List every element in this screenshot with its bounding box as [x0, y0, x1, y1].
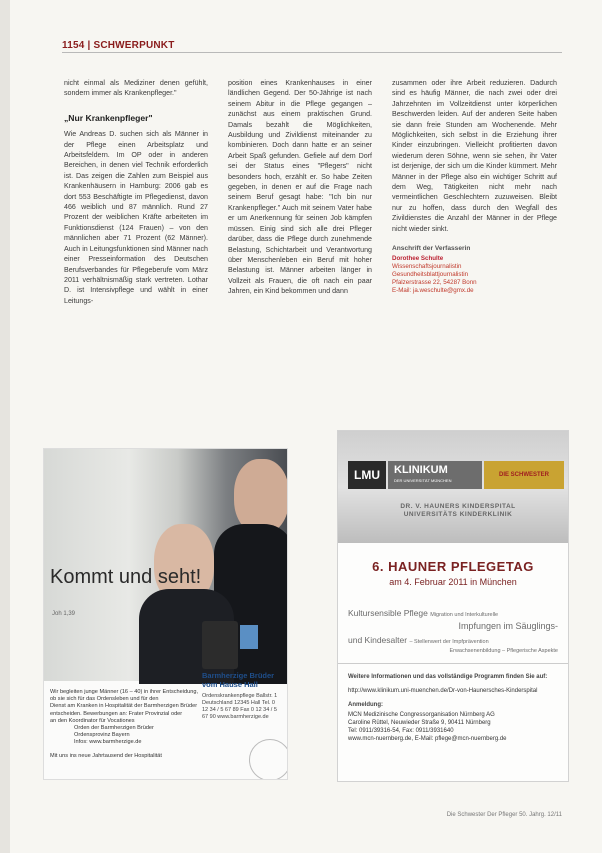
ad-text-line: Orden der Barmherzigen Brüder [74, 725, 154, 732]
registration-line: MCN Medizinische Congressorganisation Nürnberg AG [348, 712, 495, 718]
header-rule [62, 52, 562, 53]
inscription-line: UNIVERSITÄTS KINDERKLINIK [403, 511, 513, 518]
ad-footer-line: Mit uns ins neue Jahrtausend der Hospitalität [50, 752, 162, 759]
ad-text-line[interactable]: Infos: www.barmherzige.de [74, 739, 142, 746]
registration-line[interactable]: www.mcn-nuernberg.de, E-Mail: pflege@mcn-nuernberg.de [348, 736, 507, 742]
registration-line: Caroline Rüttel, Neuwieder Straße 9, 90411 Nürnberg [348, 720, 491, 726]
registration-line: Tel: 0911/39316-54, Fax: 0911/3931640 [348, 728, 454, 734]
event-info [348, 673, 560, 743]
event-topic [348, 635, 489, 645]
man-head [234, 459, 288, 534]
topic-text: Kultursensible Pflege [348, 608, 428, 618]
stamp-icon [249, 739, 288, 780]
article-column-3 [392, 78, 557, 295]
ad-text-line: Ordensprovinz Bayern [74, 732, 130, 739]
section-header: 1154 | SCHWERPUNKT [62, 40, 175, 51]
advertisement-hauner-pflegetag [337, 430, 569, 782]
ad-photo [44, 449, 287, 681]
author-note-line[interactable]: E-Mail: ja.weschulte@gmx.de [392, 286, 474, 294]
inscription-line: DR. V. HAUNERS KINDERSPITAL [400, 503, 516, 510]
column-2-body: position eines Krankenhauses in einer ländlichen Gegend. Der 50-Jährige ist nach seinem Abitur in die Pflege gegangen – zunächst aus einem praktischen Grund. Damals bezahlt die Möglichkeiten, Ausbildung und Zivildienst miteinander zu kombinieren. Doch dann hatte er an seiner Arbeit Spaß gefunden. Gefiele auf dem Dorf sei der Status eines "Pflegers" nicht besonders hoch, erzählt er. So habe Zeiten gegeben, in denen er auf die Frage nach seinem Beruf gesagt habe: "Ich bin nur Krankenpfleger." Auch mit seinem Vater habe er um Anerkennung für seinen Job kämpfen müssen. Einig sind sich alle drei Pfleger darüber, dass die Pflege durch zunehmende Belastung, Schichtarbeit und Verantwortung über Menschenleben ein Beruf mit hoher Belastung ist. Männer arbeiten länger in Vollzeit als Frauen, die oft nach ein paar Jahren, ein Kind bekommen und dann [228, 79, 372, 296]
author-note-line: Gesundheitsblattjournalistin [392, 270, 469, 278]
event-date: am 4. Februar 2011 in München [389, 577, 517, 587]
column-1-intro: nicht einmal als Mediziner denen gefühlt, sondern immer als Krankenpfleger." [64, 79, 208, 98]
event-topic: Impfungen im Säuglings- [458, 621, 558, 631]
event-topic [348, 608, 498, 618]
ad-text-line: Wir begleiten junge Männer (16 – 40) in ihrer Entscheidung, [50, 689, 199, 695]
org-name: Barmherzige Brüder vom Hause Hall [202, 671, 275, 689]
monk-portrait-icon [202, 621, 238, 669]
author-note-line: Pfalzerstrasse 22, 54287 Bonn [392, 278, 477, 286]
die-schwester-logo: DIE SCHWESTER [484, 461, 564, 489]
ad-text-line: ob sie sich für das Ordensleben und für den [50, 696, 159, 703]
event-title: 6. HAUNER PFLEGETAG [372, 559, 534, 574]
lmu-logo: LMU [348, 461, 386, 489]
ad-text-line: an den Koordinator für Vocationes [50, 717, 135, 724]
registration-label: Anmeldung: [348, 702, 383, 708]
page-edge [0, 0, 10, 853]
ad-body-text [50, 689, 200, 760]
page-footer: Die Schwester Der Pfleger 50. Jahrg. 12/11 [446, 812, 562, 818]
ad-text-line: entscheiden. Bewerbungen an: Frater Provinzial oder [50, 710, 183, 717]
author-note-line: Dorothee Schulte [392, 254, 444, 262]
topic-subtext: – Stellenwert der Impfprävention [409, 639, 489, 645]
klinikum-logo-text: KLINIKUM [394, 464, 448, 476]
info-heading: Weitere Informationen und das vollständige Programm finden Sie auf: [348, 674, 548, 680]
org-address: Ordenskrankenpflege Ballstr. 1 Deutschland 12345 Hall Tel. 0 12 34 / 5 67 89 Fax 0 12 34 / 5 67 90 www.barmherzige.de [202, 693, 278, 720]
ad-text-line: Dienst am Kranken in Hospitalität der Barmherzigen Brüder [50, 703, 198, 710]
article-column-2 [228, 78, 372, 297]
building-photo [338, 431, 568, 543]
author-note-line: Wissenschaftsjournalistin [392, 262, 462, 270]
info-url[interactable]: http://www.klinikum.uni-muenchen.de/Dr-von-Haunersches-Kinderspital [348, 688, 538, 694]
divider [338, 663, 568, 664]
advertisement-barmherzige-brueder [43, 448, 288, 780]
article-column-1 [64, 78, 208, 306]
building-inscription [378, 503, 538, 519]
event-topic: Erwachsenenbildung – Pflegerische Aspekte [449, 648, 558, 654]
klinikum-logo-sub: DER UNIVERSITÄT MÜNCHEN [394, 478, 452, 483]
author-note-title: Anschrift der Verfasserin [392, 245, 471, 253]
order-logo-icon [240, 625, 258, 649]
topic-text: und Kindesalter [348, 635, 408, 645]
column-3-body: zusammen oder ihre Arbeit reduzieren. Dadurch sind es häufig Männer, die nach zwei oder drei Jahrzehnten im Vollzeitdienst unter körperlichen Beschwerden leiden. Auf der anderen Seite haben sie dann freie Stunden am Wochenende. Mehr Möglichkeiten, sich selbst in die Erziehung ihrer Kinder einzubringen. Vielleicht profitierten davon wiederum deren Söhne, wenn sie sehen, ihr Vater ist derjenige, der sich um die Kinder kümmert. Mehr Männer in der Pflege also ein wichtiger Schritt auf dem Weg, Tätigkeiten nicht mehr nach vermeintlichen Geschlechtern zuzuweisen. Bleibt nur zu hoffen, dass durch den Wegfall des Zivildienstes die Anzahl der Männer in der Pflege nicht wieder sinkt. [392, 79, 557, 233]
ad-headline: Kommt und seht! [50, 566, 202, 588]
column-1-body: Wie Andreas D. suchen sich als Männer in der Pflege einen Arbeitsplatz und Arbeitsfeldern. Im OP oder in anderen Bereichen, in denen viel Technik erforderlich ist. Das zeigen die Zahlen zum Beispiel aus Krankenhäusern in Hamburg: 2006 gab es dort 553 Beschäftigte im Pflegedienst, davon 466 weiblich und 87 männlich. Rund 27 Prozent der weiblichen Kräfte arbeiteten im Funktionsdienst (124 Frauen) – von den männlichen aber 71 Prozent (62 Männer). Auch in Leitungsfunktionen sind Männer nach einer Presseinformation des Deutschen Berufsverbandes für Pflegeberufe vom März 2011 verhältnismäßig stark vertreten. Lothar D. ist Intensivpflege und wählt in einer Leitungs- [64, 130, 208, 305]
topic-subtext: Migration und Interkulturelle [430, 612, 499, 618]
article-subhead: „Nur Krankenpfleger" [64, 112, 153, 123]
ad-subline: Joh 1,39 [52, 611, 76, 617]
klinikum-logo [388, 461, 482, 489]
